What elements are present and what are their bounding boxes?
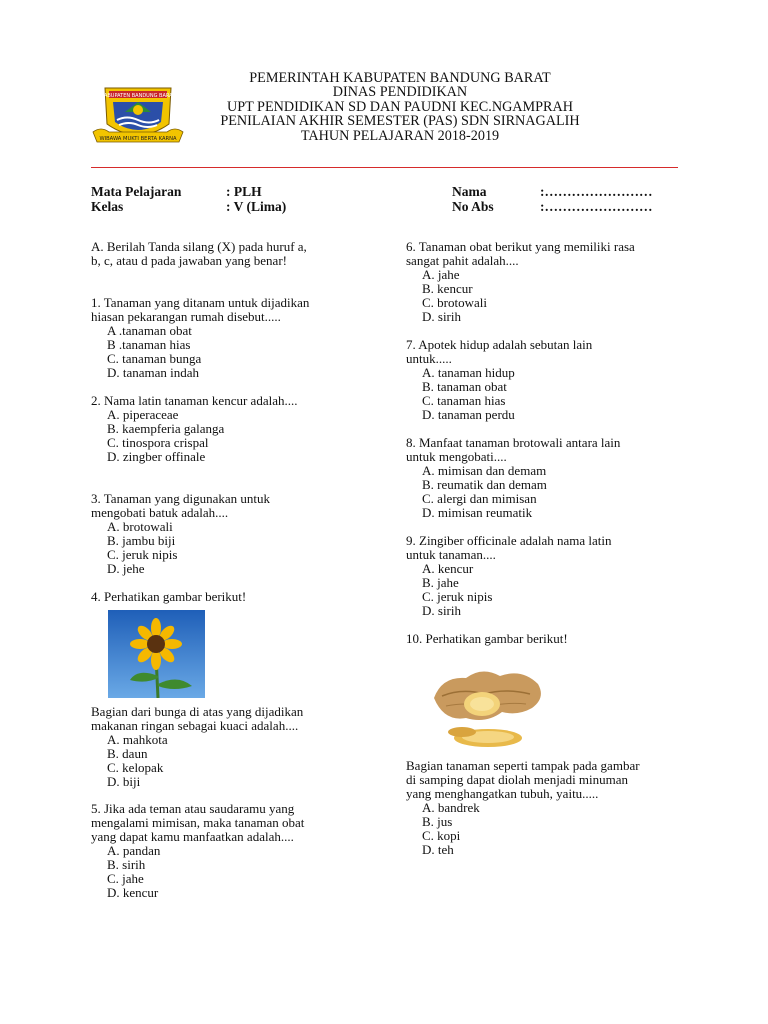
question-text: 3. Tanaman yang digunakan untuk [91,491,271,506]
answer-option[interactable]: C. jeruk nipis [422,589,493,604]
answer-option[interactable]: C. alergi dan mimisan [422,491,537,506]
question-text: Bagian dari bunga di atas yang dijadikan [91,704,304,719]
question-text: di samping dapat diolah menjadi minuman [406,772,629,787]
answer-option[interactable]: B. kaempferia galanga [107,421,225,436]
header-line-5: TAHUN PELAJARAN 2018-2019 [300,127,500,144]
answer-option[interactable]: C. jahe [107,871,144,886]
answer-option[interactable]: D. mimisan reumatik [422,505,533,520]
answer-option[interactable]: C. kopi [422,828,461,843]
absen-label: No Abs [452,199,494,214]
answer-option[interactable]: D. sirih [422,603,461,618]
answer-option[interactable]: A. tanaman hidup [422,365,515,380]
answer-option[interactable]: C. kelopak [107,760,164,775]
question-text: yang menghangatkan tubuh, yaitu..... [406,786,599,801]
question-text: 6. Tanaman obat berikut yang memiliki rasa [406,239,635,254]
answer-option[interactable]: B. jus [422,814,453,829]
question-4 [91,705,381,789]
question-7 [406,338,696,422]
answer-option[interactable]: D. zingber offinale [107,449,206,464]
question-text: 1. Tanaman yang ditanam untuk dijadikan [91,295,310,310]
sunflower-image [108,610,205,698]
answer-option[interactable]: C. brotowali [422,295,487,310]
answer-option[interactable]: B. reumatik dan demam [422,477,547,492]
answer-option[interactable]: A. piperaceae [107,407,179,422]
question-10 [406,759,706,857]
regency-logo-icon [91,80,185,154]
question-5 [91,802,381,900]
question-text: 5. Jika ada teman atau saudaramu yang [91,801,295,816]
name-field[interactable]: :…………………… [540,184,653,199]
answer-option[interactable]: B. daun [107,746,148,761]
answer-option[interactable]: B. jahe [422,575,459,590]
answer-option[interactable]: C. tanaman hias [422,393,506,408]
answer-option[interactable]: B. jambu biji [107,533,176,548]
answer-option[interactable]: A .tanaman obat [107,323,192,338]
logo-motto: WIBAWA MUKTI BERTA KARNA [99,136,177,142]
answer-option[interactable]: D. jehe [107,561,145,576]
question-text: untuk mengobati.... [406,449,507,464]
question-text: 2. Nama latin tanaman kencur adalah.... [91,393,298,408]
answer-option[interactable]: D. sirih [422,309,461,324]
question-text: untuk tanaman.... [406,547,496,562]
answer-option[interactable]: B. tanaman obat [422,379,507,394]
answer-option[interactable]: D. kencur [107,885,159,900]
right-column [406,240,696,646]
header-rule [91,167,678,168]
question-2 [91,394,376,464]
absen-field[interactable]: :…………………… [540,199,653,214]
subject-label: Mata Pelajaran [91,184,182,199]
answer-option[interactable]: D. teh [422,842,454,857]
left-column [91,240,376,604]
subject-value: : PLH [226,184,262,199]
question-text: sangat pahit adalah.... [406,253,519,268]
question-1 [91,296,376,380]
question-10-text: 10. Perhatikan gambar berikut! [406,631,568,646]
question-text: yang dapat kamu manfaatkan adalah.... [91,829,294,844]
answer-option[interactable]: A. mahkota [107,732,168,747]
question-9 [406,534,696,618]
class-label: Kelas [91,199,124,214]
answer-option[interactable]: A. bandrek [422,800,480,815]
answer-option[interactable]: D. biji [107,774,141,789]
answer-option[interactable]: D. tanaman indah [107,365,200,380]
header-line-4: PENILAIAN AKHIR SEMESTER (PAS) SDN SIRNAGALIH [220,113,580,130]
answer-option[interactable]: A. mimisan dan demam [422,463,547,478]
answer-option[interactable]: B. sirih [107,857,146,872]
answer-option[interactable]: A. jahe [422,267,460,282]
name-label: Nama [452,184,487,199]
question-text: 7. Apotek hidup adalah sebutan lain [406,337,593,352]
question-text: untuk..... [406,351,452,366]
header-line-1: PEMERINTAH KABUPATEN BANDUNG BARAT [249,70,551,86]
question-text: mengobati batuk adalah.... [91,505,229,520]
letterhead [190,71,610,143]
class-value: : V (Lima) [226,199,287,214]
question-text: 9. Zingiber officinale adalah nama latin [406,533,612,548]
answer-option[interactable]: A. kencur [422,561,474,576]
question-4-text: 4. Perhatikan gambar berikut! [91,589,247,604]
header-line-2: DINAS PENDIDIKAN [332,84,468,101]
question-text: 8. Manfaat tanaman brotowali antara lain [406,435,621,450]
answer-option[interactable]: A. brotowali [107,519,173,534]
question-text: Bagian tanaman seperti tampak pada gambar [406,758,640,773]
answer-option[interactable]: B .tanaman hias [107,337,191,352]
question-3 [91,492,376,576]
answer-option[interactable]: C. tinospora crispal [107,435,209,450]
header-line-3: UPT PENDIDIKAN SD DAN PAUDNI KEC.NGAMPRAH [226,98,574,115]
question-text: hiasan pekarangan rumah disebut..... [91,309,281,324]
question-8 [406,436,696,520]
instruction-line: b, c, atau d pada jawaban yang benar! [91,253,287,268]
instruction-line: A. Berilah Tanda silang (X) pada huruf a, [91,239,307,254]
logo-top-text: KABUPATEN BANDUNG BARAT [100,93,176,99]
answer-option[interactable]: D. tanaman perdu [422,407,515,422]
answer-option[interactable]: C. jeruk nipis [107,547,178,562]
answer-option[interactable]: B. kencur [422,281,473,296]
question-text: mengalami mimisan, maka tanaman obat [91,815,305,830]
question-text: makanan ringan sebagai kuaci adalah.... [91,718,299,733]
answer-option[interactable]: A. pandan [107,843,161,858]
question-6 [406,240,696,324]
answer-option[interactable]: C. tanaman bunga [107,351,202,366]
ginger-image [422,658,550,754]
